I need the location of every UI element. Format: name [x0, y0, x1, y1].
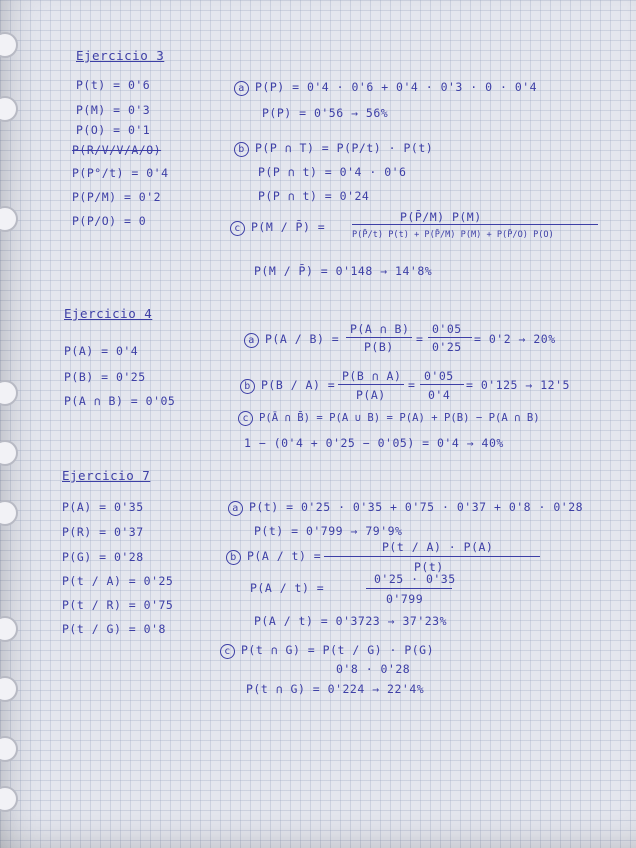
ex3-given: P(P/O) = 0: [72, 214, 147, 228]
fraction-bar: [338, 384, 404, 385]
ex4-given: P(A) = 0'4: [64, 344, 139, 358]
ex3-title: Ejercicio 3: [76, 48, 165, 63]
label-circle: a: [228, 501, 243, 516]
binder-hole: [0, 380, 18, 406]
ex4-a-lhs: a P(A / B) =: [244, 332, 339, 348]
ex7-given: P(t / A) = 0'25: [62, 574, 174, 588]
ex7-b-lhs2: P(A / t) =: [250, 581, 325, 595]
ex3-c-numerator: P(P̄/M) P(M): [400, 210, 482, 224]
binder-hole: [0, 736, 18, 762]
ex7-b-denominator: P(t): [414, 560, 444, 574]
ex3-c-lhs: c P(M / P̄) =: [230, 220, 325, 236]
ex7-c-line2: 0'8 · 0'28: [336, 662, 411, 676]
ex7-c-line1: c P(t ∩ G) = P(t / G) · P(G): [220, 643, 434, 659]
ex3-b-line2: P(P ∩ t) = 0'4 · 0'6: [258, 165, 407, 179]
ex4-a-result: = 0'2 → 20%: [474, 332, 556, 346]
ex7-b-den2: 0'799: [386, 592, 424, 606]
ex7-given: P(t / R) = 0'75: [62, 598, 174, 612]
binder-hole: [0, 500, 18, 526]
label-circle: c: [230, 221, 245, 236]
ex4-title: Ejercicio 4: [64, 306, 153, 321]
ex4-a-num1: P(A ∩ B): [350, 322, 410, 336]
ex4-c-line2: 1 − (0'4 + 0'25 − 0'05) = 0'4 → 40%: [244, 436, 504, 450]
ex3-a-line1: a P(P) = 0'4 · 0'6 + 0'4 · 0'3 · 0 · 0'4: [234, 80, 537, 96]
fraction-bar: [352, 224, 598, 225]
ex4-b-num2: 0'05: [424, 369, 454, 383]
ex7-given: P(t / G) = 0'8: [62, 622, 166, 636]
binder-hole: [0, 32, 18, 58]
binder-hole: [0, 676, 18, 702]
fraction-bar: [366, 588, 452, 589]
ex3-a-line2: P(P) = 0'56 → 56%: [262, 106, 389, 120]
fraction-bar: [428, 337, 472, 338]
fraction-bar: [420, 384, 464, 385]
binder-hole: [0, 616, 18, 642]
ex3-c-denominator: P(P̄/t) P(t) + P(P̄/M) P(M) + P(P̄/O) P(O): [352, 230, 554, 240]
ex7-c-line3: P(t ∩ G) = 0'224 → 22'4%: [246, 682, 425, 696]
ex3-given: P(O) = 0'1: [76, 123, 151, 137]
label-circle: b: [234, 142, 249, 157]
ex7-b-lhs: b P(A / t) =: [226, 549, 321, 565]
ex7-b-numerator: P(t / A) · P(A): [382, 540, 494, 554]
binder-hole: [0, 96, 18, 122]
ex3-given: P(P°/t) = 0'4: [72, 166, 169, 180]
ex4-b-lhs: b P(B / A) =: [240, 378, 335, 394]
label-circle: b: [240, 379, 255, 394]
ex3-given: P(t) = 0'6: [76, 78, 151, 92]
ex7-b-num2: 0'25 · 0'35: [374, 572, 456, 586]
binder-hole: [0, 440, 18, 466]
ex4-a-den2: 0'25: [432, 340, 462, 354]
fraction-bar: [324, 556, 540, 557]
ex7-b-result: P(A / t) = 0'3723 → 37'23%: [254, 614, 448, 628]
label-circle: c: [238, 411, 253, 426]
ex4-b-den1: P(A): [356, 388, 386, 402]
ex4-c-line1: c P(Ā ∩ B̄) = P(A ∪ B) = P(A) + P(B) − P(A ∩ B): [238, 411, 540, 426]
ex3-c-result: P(M / P̄) = 0'148 → 14'8%: [254, 264, 433, 278]
ex4-a-num2: 0'05: [432, 322, 462, 336]
ex4-b-eq: =: [408, 378, 416, 392]
ex4-b-num1: P(B ∩ A): [342, 369, 402, 383]
ex3-given-crossed: P(R/V/V/A/O): [72, 143, 162, 157]
ex7-given: P(G) = 0'28: [62, 550, 144, 564]
ex3-given: P(P/M) = 0'2: [72, 190, 162, 204]
ex4-a-den1: P(B): [364, 340, 394, 354]
ex4-given: P(B) = 0'25: [64, 370, 146, 384]
ex4-a-eq: =: [416, 332, 424, 346]
ex7-title: Ejercicio 7: [62, 468, 151, 483]
ex3-given: P(M) = 0'3: [76, 103, 151, 117]
label-circle: c: [220, 644, 235, 659]
label-circle: a: [244, 333, 259, 348]
binder-hole: [0, 206, 18, 232]
label-circle: b: [226, 550, 241, 565]
ex7-a-line2: P(t) = 0'799 → 79'9%: [254, 524, 403, 538]
ex4-b-result: = 0'125 → 12'5: [466, 378, 570, 392]
label-circle: a: [234, 81, 249, 96]
ex3-b-line3: P(P ∩ t) = 0'24: [258, 189, 370, 203]
ex3-b-line1: b P(P ∩ T) = P(P/t) · P(t): [234, 141, 433, 157]
fraction-bar: [346, 337, 412, 338]
ex7-a-line1: a P(t) = 0'25 · 0'35 + 0'75 · 0'37 + 0'8 · 0'28: [228, 500, 583, 516]
ex7-given: P(A) = 0'35: [62, 500, 144, 514]
ex7-given: P(R) = 0'37: [62, 525, 144, 539]
binder-hole: [0, 786, 18, 812]
ex4-given: P(A ∩ B) = 0'05: [64, 394, 176, 408]
ex4-b-den2: 0'4: [428, 388, 451, 402]
